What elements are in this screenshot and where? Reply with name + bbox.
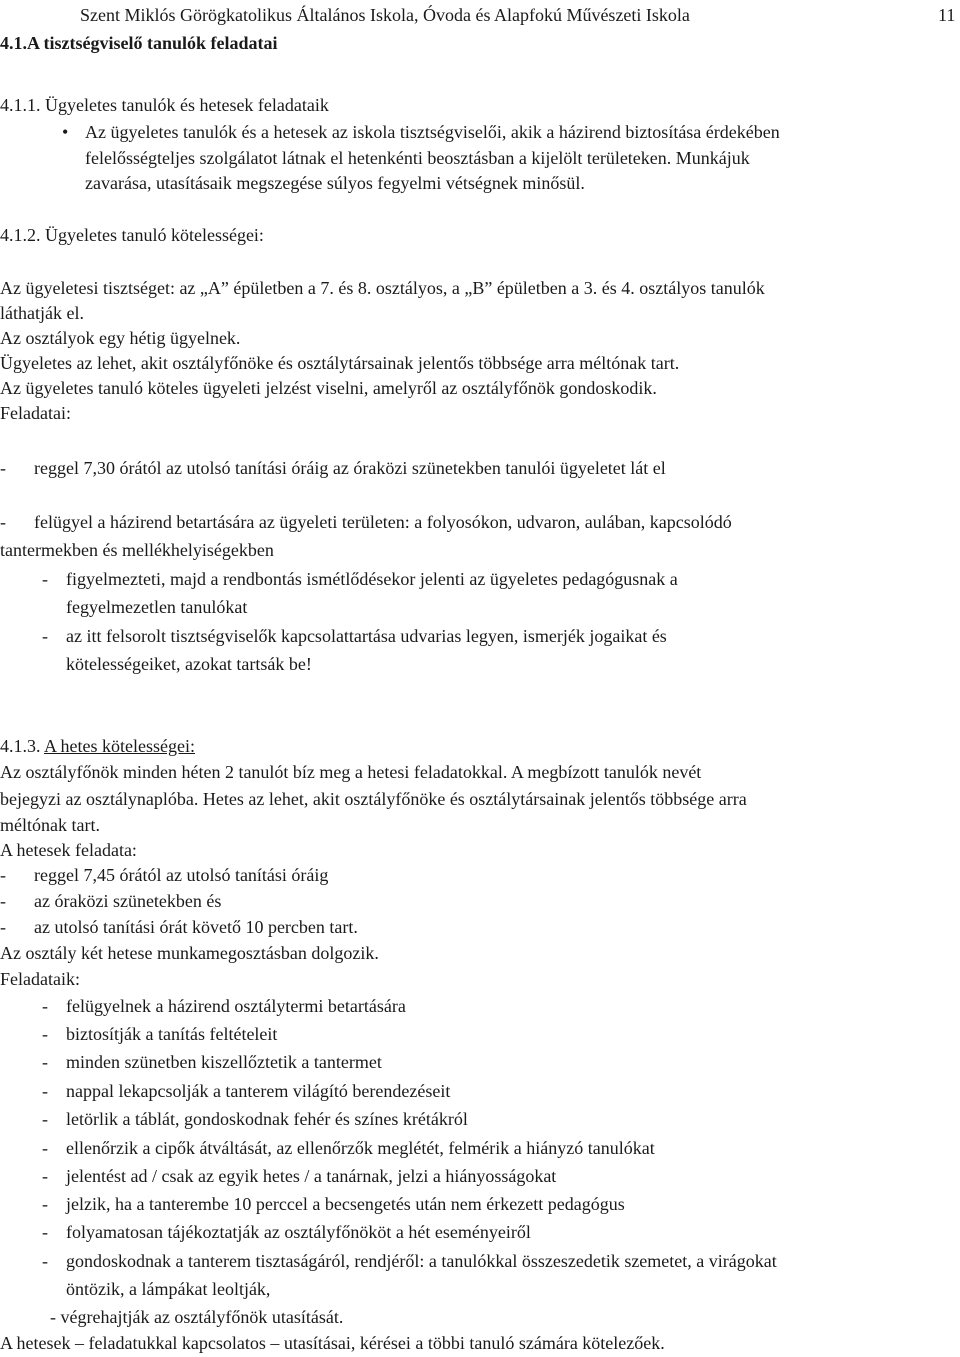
schedule-item: az utolsó tanítási órát követő 10 percben tart. xyxy=(34,917,358,937)
sub-list-item: az itt felsorolt tisztségviselők kapcsolattartása udvarias legyen, ismerjék jogaikat és xyxy=(66,626,667,646)
list-dash: - xyxy=(42,1222,48,1242)
list-dash: - xyxy=(42,1138,48,1158)
list-item: felügyel a házirend betartására az ügyeleti területen: a folyosókon, udvaron, aulában, kapcsolódó xyxy=(34,512,732,532)
list-dash: - xyxy=(42,1024,48,1044)
list-dash: - xyxy=(0,865,6,885)
school-name-header: Szent Miklós Görögkatolikus Általános Iskola, Óvoda és Alapfokú Művészeti Iskola xyxy=(80,5,690,25)
bullet-icon: • xyxy=(62,122,69,142)
list-dash: - xyxy=(42,1052,48,1072)
paragraph-line: Az osztályfőnök minden héten 2 tanulót bíz meg a hetesi feladatokkal. A megbízott tanulók nevét xyxy=(0,762,702,782)
list-dash: - xyxy=(0,512,6,532)
paragraph-line: A hetesek feladata: xyxy=(0,840,137,860)
paragraph-line: felelősségteljes szolgálatot látnak el hetenkénti beosztásban a kijelölt területeken. Munkájuk xyxy=(85,148,750,168)
paragraph-line: Az osztály két hetese munkamegosztásban dolgozik. xyxy=(0,943,379,963)
subsection-title-413 xyxy=(0,735,195,757)
paragraph-line: Az ügyeletes tanulók és a hetesek az iskola tisztségviselői, akik a házirend biztosítása érdekében xyxy=(85,122,780,142)
task-item: minden szünetben kiszellőztetik a tantermet xyxy=(66,1052,382,1072)
paragraph-line: méltónak tart. xyxy=(0,815,100,835)
task-item: nappal lekapcsolják a tanterem világító berendezéseit xyxy=(66,1081,451,1101)
page-number: 11 xyxy=(938,5,956,25)
paragraph-line: Feladatai: xyxy=(0,403,71,423)
paragraph-line: Az ügyeletesi tisztséget: az „A” épületben a 7. és 8. osztályos, a „B” épületben a 3. és 4. osztályos tanulók xyxy=(0,278,765,298)
task-item: biztosítják a tanítás feltételeit xyxy=(66,1024,278,1044)
subsection-number: 4.1.3. xyxy=(0,736,41,756)
paragraph-line: Feladataik: xyxy=(0,969,80,989)
subsection-title-411: 4.1.1. Ügyeletes tanulók és hetesek feladataik xyxy=(0,95,329,115)
schedule-item: reggel 7,45 órától az utolsó tanítási óráig xyxy=(34,865,329,885)
task-item: folyamatosan tájékoztatják az osztályfőnököt a hét eseményeiről xyxy=(66,1222,531,1242)
list-item: reggel 7,30 órától az utolsó tanítási óráig az óraközi szünetekben tanulói ügyeletet lát el xyxy=(34,458,666,478)
task-item: letörlik a táblát, gondoskodnak fehér és színes krétákról xyxy=(66,1109,468,1129)
paragraph-line: Ügyeletes az lehet, akit osztályfőnöke és osztálytársainak jelentős többsége arra méltónak tart. xyxy=(0,353,680,373)
task-item: jelentést ad / csak az egyik hetes / a tanárnak, jelzi a hiányosságokat xyxy=(66,1166,557,1186)
sub-list-item: figyelmezteti, majd a rendbontás ismétlődésekor jelenti az ügyeletes pedagógusnak a xyxy=(66,569,678,589)
paragraph-line: Az osztályok egy hétig ügyelnek. xyxy=(0,328,241,348)
list-dash: - xyxy=(42,1109,48,1129)
task-item: jelzik, ha a tanterembe 10 perccel a becsengetés után nem érkezett pedagógus xyxy=(66,1194,625,1214)
task-item-continuation: öntözik, a lámpákat leoltják, xyxy=(66,1279,271,1299)
paragraph-line: láthatják el. xyxy=(0,303,84,323)
list-dash: - xyxy=(42,569,48,589)
schedule-item: az óraközi szünetekben és xyxy=(34,891,222,911)
list-dash: - xyxy=(42,996,48,1016)
sub-list-item-continuation: kötelességeiket, azokat tartsák be! xyxy=(66,654,312,674)
sub-list-item-continuation: fegyelmezetlen tanulókat xyxy=(66,597,248,617)
section-heading: 4.1.A tisztségviselő tanulók feladatai xyxy=(0,33,278,53)
closing-line: A hetesek – feladatukkal kapcsolatos – utasításai, kérései a többi tanuló számára kötelezőek. xyxy=(0,1333,665,1353)
paragraph-line: Az ügyeletes tanuló köteles ügyeleti jelzést viselni, amelyről az osztályfőnök gondoskodik. xyxy=(0,378,657,398)
task-item: ellenőrzik a cipők átváltását, az ellenőrzők meglétét, felmérik a hiányzó tanulókat xyxy=(66,1138,655,1158)
task-item: - végrehajtják az osztályfőnök utasítását. xyxy=(50,1307,344,1327)
list-item-continuation: tantermekben és mellékhelyiségekben xyxy=(0,540,274,560)
task-item: gondoskodnak a tanterem tisztaságáról, rendjéről: a tanulókkal összeszedetik szemetet, a virágokat xyxy=(66,1251,777,1271)
task-item: felügyelnek a házirend osztálytermi betartására xyxy=(66,996,406,1016)
subsection-title-412: 4.1.2. Ügyeletes tanuló kötelességei: xyxy=(0,225,264,245)
paragraph-line: bejegyzi az osztálynaplóba. Hetes az lehet, akit osztályfőnöke és osztálytársainak jelentős többsége arra xyxy=(0,789,747,809)
list-dash: - xyxy=(0,917,6,937)
list-dash: - xyxy=(0,891,6,911)
list-dash: - xyxy=(42,1081,48,1101)
list-dash: - xyxy=(42,1251,48,1271)
list-dash: - xyxy=(0,458,6,478)
list-dash: - xyxy=(42,626,48,646)
subsection-title-text: A hetes kötelességei: xyxy=(44,736,195,756)
list-dash: - xyxy=(42,1194,48,1214)
paragraph-line: zavarása, utasításaik megszegése súlyos fegyelmi vétségnek minősül. xyxy=(85,173,585,193)
list-dash: - xyxy=(42,1166,48,1186)
